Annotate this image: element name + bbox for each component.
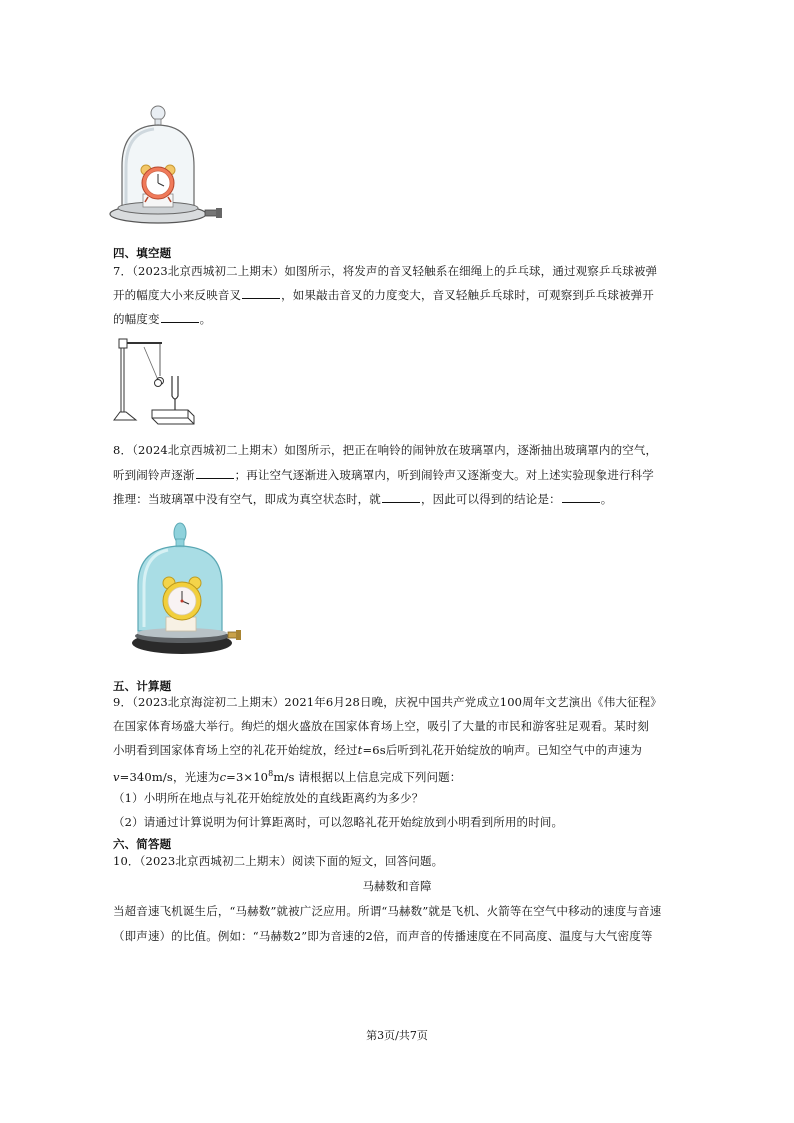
q8-text: 推理：当玻璃罩中没有空气，即成为真空状态时，就 xyxy=(113,492,381,506)
q9-line-4 xyxy=(113,766,461,785)
q9-text: =340m/s，光速为 xyxy=(119,769,220,784)
q7-blank-1 xyxy=(242,287,280,299)
section-heading-fill-blank: 四、填空题 xyxy=(113,246,172,260)
page-footer: 第3页/共7页 xyxy=(366,1029,428,1042)
section-heading-calc: 五、计算题 xyxy=(113,679,172,693)
bell-jar-clock-figure xyxy=(108,104,228,234)
q9-text: 小明看到国家体育场上空的礼花开始绽放，经过 xyxy=(113,743,358,757)
q9-text: =6s后听到礼花开始绽放的响声。已知空气中的声速为 xyxy=(362,743,643,757)
q9-text: =3×10 xyxy=(226,769,269,784)
q7-text: 。 xyxy=(199,312,212,326)
q8-text: ，因此可以得到的结论是： xyxy=(420,492,561,506)
colored-bell-jar-figure xyxy=(128,519,244,663)
q9-sub-1: （1）小明所在地点与礼花开始绽放处的直线距离约为多少？ xyxy=(113,791,424,805)
q8-line-1: 8．（2024北京西城初二上期末）如图所示，把正在响铃的闹钟放在玻璃罩内，逐渐抽出玻璃罩内的空气， xyxy=(113,443,658,457)
q9-line-3 xyxy=(113,742,642,758)
q8-text: 。 xyxy=(600,492,613,506)
tuning-fork-figure xyxy=(112,336,198,428)
q8-blank-3 xyxy=(562,491,600,503)
q8-line-2 xyxy=(113,467,654,483)
q9-exponent: 8 xyxy=(268,769,274,778)
section-heading-short-answer: 六、简答题 xyxy=(113,837,172,851)
q10-line-1: 10．（2023北京西城初二上期末）阅读下面的短文，回答问题。 xyxy=(113,854,444,868)
q9-sub-2: （2）请通过计算说明为何计算距离时，可以忽略礼花开始绽放到小明看到所用的时间。 xyxy=(113,815,564,829)
q8-blank-2 xyxy=(382,491,420,503)
q7-line-2 xyxy=(113,287,654,303)
q7-blank-2 xyxy=(161,311,199,323)
q9-var-c: c xyxy=(219,769,227,784)
q7-line-1: 7．（2023北京西城初二上期末）如图所示，将发声的音叉轻触系在细绳上的乒乓球，通过观察乒乓球被弹 xyxy=(113,264,658,278)
q7-text: ，如果敲击音叉的力度变大，音叉轻触乒乓球时，可观察到乒乓球被弹开 xyxy=(281,288,654,302)
q10-paragraph-line-1: 当超音速飞机诞生后，“马赫数”就被广泛应用。所谓“马赫数”就是飞机、火箭等在空气中移动的速度与音速 xyxy=(113,904,662,918)
q8-text: 听到闹铃声逐渐 xyxy=(113,468,195,482)
q10-paragraph-line-2: （即声速）的比值。例如：“马赫数2”即为音速的2倍，而声音的传播速度在不同高度、温度与大气密度等 xyxy=(113,929,653,943)
q7-line-3 xyxy=(113,311,211,327)
q9-line-2: 在国家体育场盛大举行。绚烂的烟火盛放在国家体育场上空，吸引了大量的市民和游客驻足观看。某时刻 xyxy=(113,719,649,733)
q9-var-t: t xyxy=(357,743,363,757)
q9-line-1: 9．（2023北京海淀初二上期末）2021年6月28日晚，庆祝中国共产党成立100周年文艺演出《伟大征程》 xyxy=(113,695,662,709)
q7-text: 开的幅度大小来反映音叉 xyxy=(113,288,242,302)
q7-text: 的幅度变 xyxy=(113,312,160,326)
q8-text: ；再让空气逐渐进入玻璃罩内，听到闹铃声又逐渐变大。对上述实验现象进行科学 xyxy=(234,468,654,482)
q9-text: m/s 请根据以上信息完成下列问题： xyxy=(273,769,462,784)
q8-blank-1 xyxy=(196,467,234,479)
q10-passage-title: 马赫数和音障 xyxy=(362,879,432,893)
q9-var-v: v xyxy=(113,769,120,784)
q8-line-3 xyxy=(113,491,612,507)
